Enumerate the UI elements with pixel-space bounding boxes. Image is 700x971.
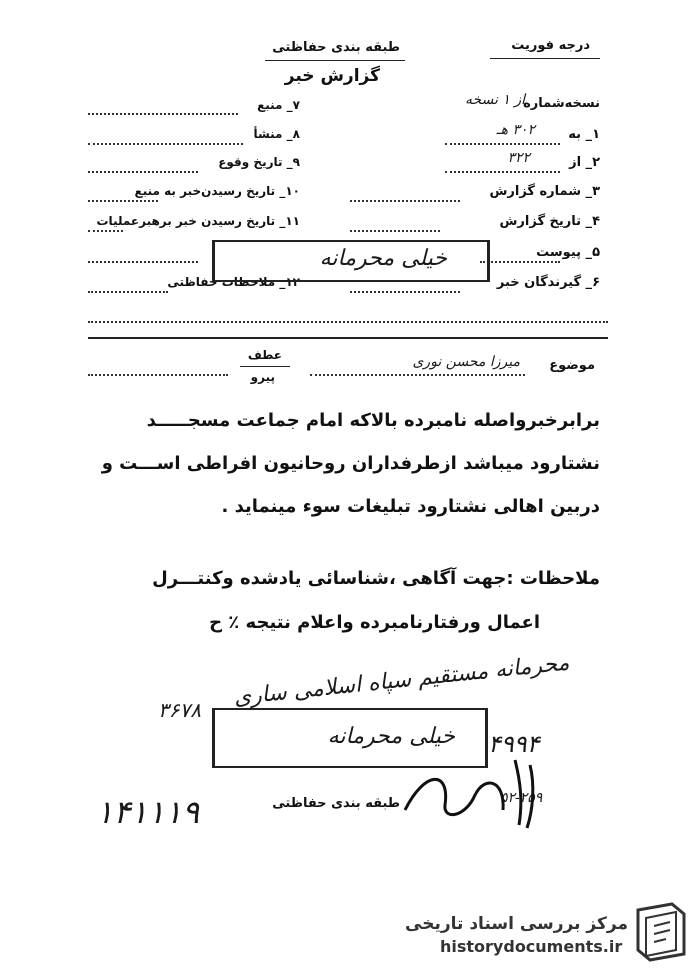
field-from-label: ۲_ از [569,155,600,170]
field-to-label: ۱_ به [568,127,600,142]
field-recipients-label: ۶_ گیرندگان خبر [496,275,600,290]
footer-classification: طبقه بندی حفاظتی [272,796,400,811]
ref-top: عطف [247,348,282,362]
classification-label: طبقه بندی حفاظتی [272,40,400,55]
field-to-value: ۳۰۲ هـ [496,122,535,138]
field-report-number-label: ۳_ شماره گزارش [489,184,600,199]
remarks-line: ملاحظات :جهت آگاهی ،شناسائی یادشده وکنتـــرل [152,568,600,589]
stamp-text: خیلی محرمانه [319,246,447,271]
priority-underline [490,58,600,59]
classification-underline [265,60,405,61]
signature-icon [395,740,565,830]
classified-stamp [212,240,490,282]
handwritten-note: محرمانه مستقیم سپاه اسلامی ساری [232,650,571,711]
handwritten-number-left: ۳۶۷۸ [158,698,201,722]
field-security-notes-label: ۱۲_ ملاحظات حفاظتی [167,275,300,289]
page-number: ۱۴۱۱۱۹ [96,793,200,831]
body-line: دربین اهالی نشتارود تبلیغات سوء مینماید . [221,496,600,517]
field-event-date-label: ۹_ تاریخ وقوع [218,155,300,169]
subject-label: موضوع [549,358,595,373]
ref-divider [240,366,290,367]
subject-value: میرزا محسن نوری [412,354,520,370]
handwritten-number-right: ۴۹۹۴ [488,730,540,758]
archive-logo-icon [632,900,690,964]
separator-line [88,337,608,339]
separator-dotted [88,321,608,323]
body-line: برابرخبرواصله نامبرده بالاکه امام جماعت مسجـــــد [146,410,600,431]
field-ops-receipt-date-label: ۱۱_ تاریخ رسیدن خبر برهبرعملیات [96,214,300,228]
ref-bottom: پیرو [250,370,275,384]
priority-label: درجه فوریت [511,38,590,53]
watermark-url: historydocuments.ir [440,937,623,956]
field-source-receipt-date-label: ۱۰_ تاریخ رسیدن‌خبر به منبع [134,184,300,198]
field-source-label: ۷_ منبع [257,98,300,112]
field-copy-label: نسخه‌شماره [523,96,600,111]
field-attachment-label: ۵_ پیوست [536,245,600,260]
field-from-value: ۳۲۲ [507,150,530,166]
field-report-date-label: ۴_ تاریخ گزارش [499,214,600,229]
stamp-text-2: خیلی محرمانه [327,724,455,749]
field-copy-value: از ۱ نسخه [464,92,525,108]
field-origin-label: ۸_ منشأ [253,127,300,141]
remarks-line: اعمال ورفتارنامبرده واعلام نتیجه ٪ ح [209,612,540,633]
watermark-title: مرکز بررسی اسناد تاریخی [405,914,628,934]
body-line: نشتارود میباشد ازطرفداران روحانیون افراطی اســـت و [101,453,600,474]
handwritten-date: ۵۲-۲۵۹ [500,790,543,806]
page-title: گزارش خبر [284,66,380,86]
